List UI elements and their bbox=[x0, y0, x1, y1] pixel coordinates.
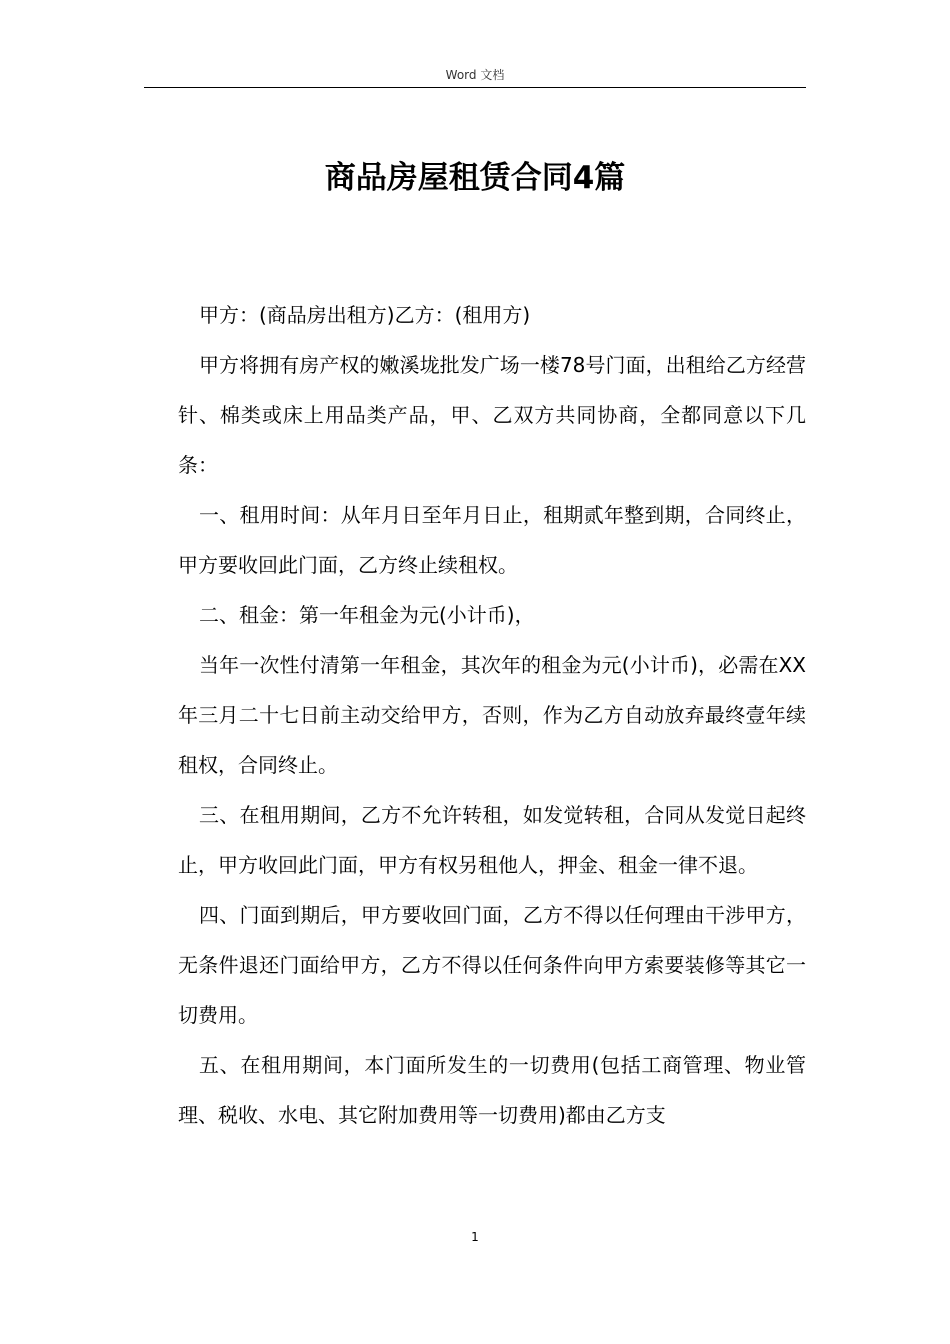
paragraph-clause-2-detail: 当年一次性付清第一年租金，其次年的租金为元(小计币)，必需在XX年三月二十七日前主动交给甲方，否则，作为乙方自动放弃最终壹年续租权，合同终止。 bbox=[178, 653, 806, 777]
page-number: 1 bbox=[471, 1230, 479, 1244]
paragraph-intro: 甲方将拥有房产权的嫩溪垅批发广场一楼78号门面，出租给乙方经营针、棉类或床上用品类产品，甲、乙双方共同协商，全都同意以下几条： bbox=[178, 353, 806, 477]
paragraph-clause-4: 四、门面到期后，甲方要收回门面，乙方不得以任何理由干涉甲方，无条件退还门面给甲方，乙方不得以任何条件向甲方索要装修等其它一切费用。 bbox=[178, 903, 806, 1027]
paragraph-parties: 甲方：(商品房出租方)乙方：(租用方) bbox=[199, 303, 531, 327]
paragraph-clause-5: 五、在租用期间，本门面所发生的一切费用(包括工商管理、物业管理、税收、水电、其它附加费用等一切费用)都由乙方支 bbox=[178, 1053, 806, 1127]
page-header: Word 文档 bbox=[445, 68, 505, 82]
paragraph-clause-3: 三、在租用期间，乙方不允许转租，如发觉转租，合同从发觉日起终止，甲方收回此门面，甲方有权另租他人，押金、租金一律不退。 bbox=[178, 803, 806, 877]
paragraph-clause-2: 二、租金：第一年租金为元(小计币)， bbox=[199, 603, 535, 627]
document-title: 商品房屋租赁合同4篇 bbox=[324, 160, 626, 196]
document-body bbox=[178, 290, 806, 1140]
paragraph-clause-1: 一、租用时间：从年月日至年月日止，租期贰年整到期，合同终止，甲方要收回此门面，乙方终止续租权。 bbox=[178, 503, 806, 577]
header-divider bbox=[144, 87, 806, 88]
